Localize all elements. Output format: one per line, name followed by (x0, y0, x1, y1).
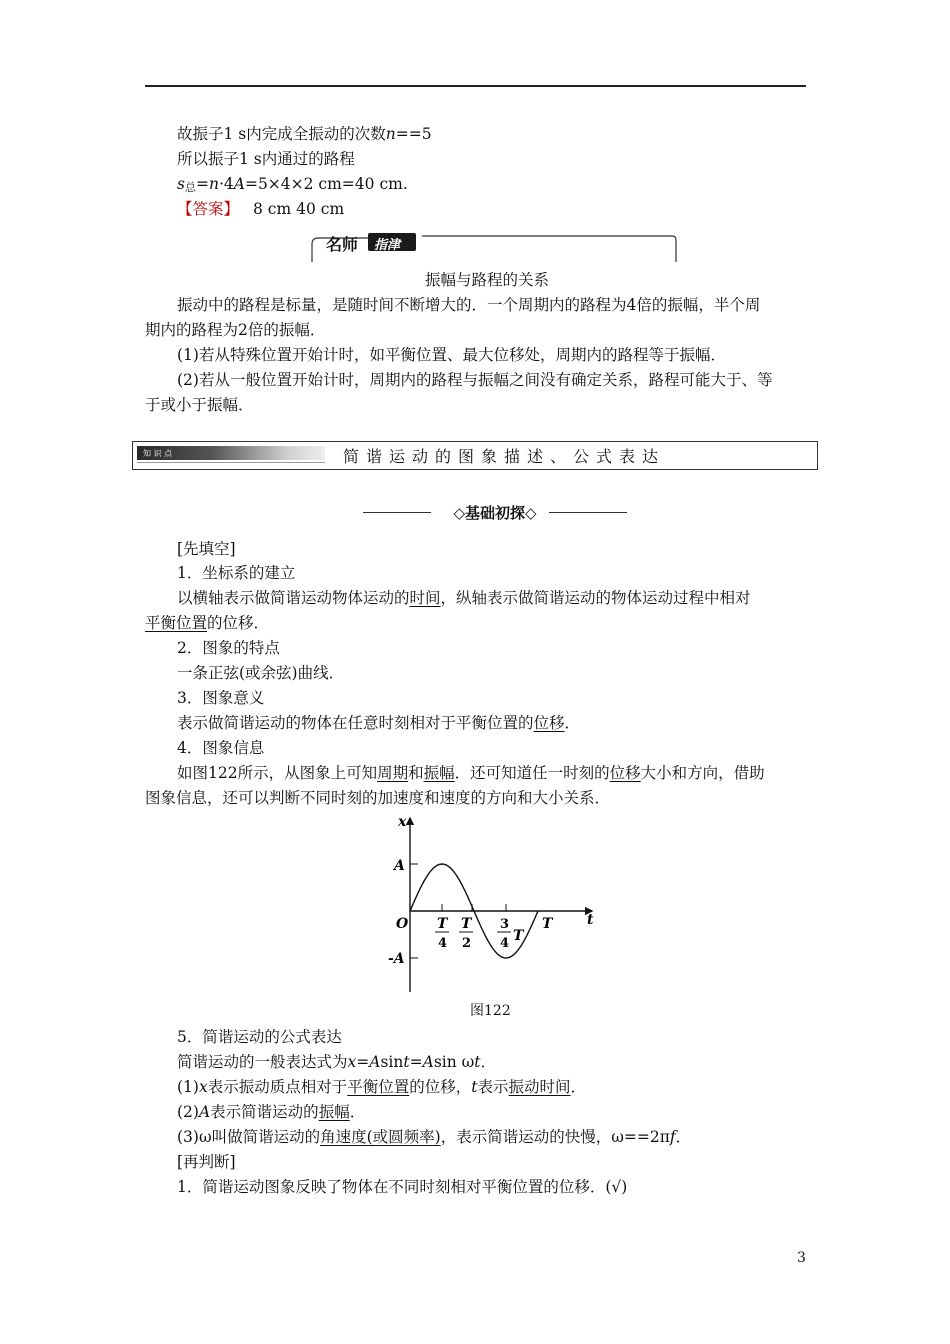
T34-den: 4 (500, 936, 510, 951)
paragraph-line: 以横轴表示做简谐运动物体运动的时间，纵轴表示做简谐运动的物体运动过程中相对 (177, 589, 751, 607)
teacher-guide-badge (310, 230, 680, 263)
badge-text-a: 名师 (326, 235, 359, 254)
paragraph-line: 期内的路程为2倍的振幅． (145, 321, 326, 339)
text-line: 所以振子1 s内通过的路程 (177, 150, 355, 168)
teacher-title: 振幅与路程的关系 (425, 271, 550, 289)
T-label: T (542, 916, 553, 932)
formula-line: 简谐运动的一般表达式为x=Asint=Asin ωt． (177, 1053, 497, 1071)
figure-caption: 图122 (470, 1003, 511, 1019)
T4-num: T (437, 916, 448, 932)
item-heading: 1．坐标系的建立 (177, 564, 296, 582)
T34-T: T (513, 928, 524, 944)
paragraph-line: 振动中的路程是标量，是随时间不断增大的．一个周期内的路程为4倍的振幅，半个周 (177, 296, 761, 314)
answer-line: 【答案】 8 cm 40 cm (177, 200, 345, 218)
paragraph-line: (2)若从一般位置开始计时，周期内的路程与振幅之间没有确定关系，路程可能大于、等 (177, 371, 773, 389)
item-heading: 5．简谐运动的公式表达 (177, 1028, 342, 1046)
section-title: 简谐运动的图象描述、公式表达 (343, 447, 666, 466)
shm-graph (380, 806, 610, 994)
negA-label: -A (388, 951, 405, 967)
top-rule (145, 85, 806, 87)
item-heading: 2．图象的特点 (177, 639, 280, 657)
paragraph-line: 一条正弦(或余弦)曲线． (177, 664, 345, 682)
paragraph-line: (1)x表示振动质点相对于平衡位置的位移，t表示振动时间． (177, 1078, 587, 1096)
origin-label: O (396, 916, 409, 932)
T2-den: 2 (462, 936, 472, 951)
judge-label: [再判断] (177, 1153, 236, 1171)
paragraph-line: 图象信息，还可以判断不同时刻的加速度和速度的方向和大小关系． (145, 789, 611, 807)
judge-item: 1．简谐运动图象反映了物体在不同时刻相对平衡位置的位移．(√) (177, 1178, 628, 1196)
text-line: 故振子1 s内完成全振动的次数n==5 (177, 125, 432, 143)
T2-num: T (461, 916, 472, 932)
fill-label: [先填空] (177, 540, 236, 558)
A-label: A (394, 858, 405, 874)
T34-num: 3 (500, 917, 510, 932)
paragraph-line: 平衡位置的位移． (145, 614, 270, 632)
section-header (132, 441, 818, 470)
item-heading: 3．图象意义 (177, 689, 265, 707)
paragraph-line: 表示做简谐运动的物体在任意时刻相对于平衡位置的位移． (177, 714, 581, 732)
t-axis-label: t (587, 912, 594, 928)
item-heading: 4．图象信息 (177, 739, 265, 757)
paragraph-line: 于或小于振幅． (145, 396, 254, 414)
basic-explore-header: ◇基础初探◇ (363, 501, 627, 525)
section-tag: 知 识 点 (137, 446, 325, 460)
paragraph-line: 如图122所示，从图象上可知周期和振幅．还可知道任一时刻的位移大小和方向，借助 (177, 764, 765, 782)
x-axis-label: x (398, 814, 407, 830)
page-number: 3 (797, 1250, 806, 1266)
paragraph-line: (1)若从特殊位置开始计时，如平衡位置、最大位移处，周期内的路程等于振幅． (177, 346, 726, 364)
answer-label: 【答案】 (177, 200, 240, 218)
paragraph-line: (2)A表示简谐运动的振幅． (177, 1103, 366, 1121)
paragraph-line: (3)ω叫做简谐运动的角速度(或圆频率)，表示简谐运动的快慢，ω==2πf． (177, 1128, 692, 1146)
formula-line: s总=n·4A=5×4×2 cm=40 cm. (177, 175, 408, 194)
T4-den: 4 (438, 936, 448, 951)
badge-text-b: 指津 (374, 238, 401, 253)
